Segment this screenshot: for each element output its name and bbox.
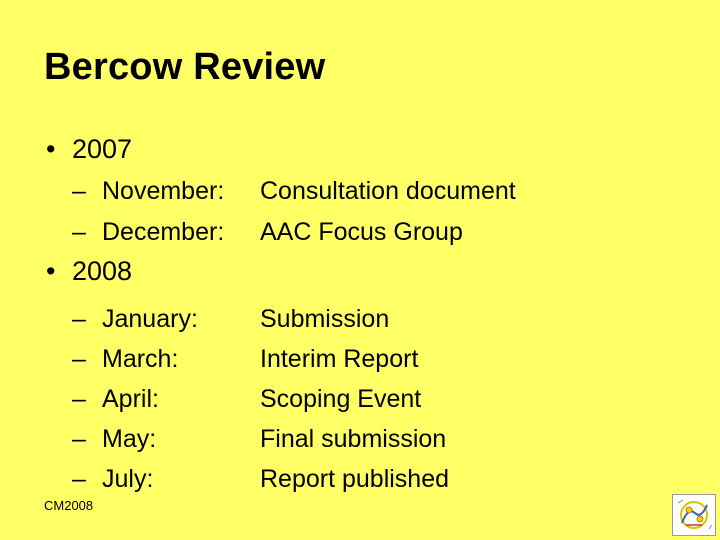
item-event: Interim Report — [260, 345, 419, 373]
dash-icon: – — [72, 385, 86, 413]
item-event: Submission — [260, 305, 390, 333]
item-event: Consultation document — [260, 177, 516, 205]
item-month: April: — [102, 385, 159, 413]
dash-icon: – — [72, 425, 86, 453]
item-month: November: — [102, 177, 225, 205]
year-heading-2008 — [46, 256, 132, 287]
timeline-item — [72, 345, 419, 374]
logo-graphic-icon — [673, 495, 715, 535]
dash-icon: – — [72, 465, 86, 493]
year-heading-2007 — [46, 134, 132, 165]
timeline-item — [72, 385, 422, 414]
year-label: 2007 — [72, 134, 133, 164]
item-event: AAC Focus Group — [260, 218, 463, 246]
timeline-item — [72, 425, 447, 454]
item-month: July: — [102, 465, 154, 493]
item-month: March: — [102, 345, 179, 373]
timeline-item — [72, 218, 463, 247]
footer-text: CM2008 — [44, 498, 94, 513]
item-event: Final submission — [260, 425, 447, 453]
item-event: Report published — [260, 465, 450, 493]
bullet-icon: • — [46, 134, 56, 164]
item-event: Scoping Event — [260, 385, 422, 413]
item-month: May: — [102, 425, 157, 453]
item-month: December: — [102, 218, 225, 246]
dash-icon: – — [72, 345, 86, 373]
timeline-item — [72, 305, 390, 334]
bullet-icon: • — [46, 256, 56, 286]
timeline-item — [72, 177, 516, 206]
timeline-item — [72, 465, 450, 494]
dash-icon: – — [72, 177, 86, 205]
dash-icon: – — [72, 305, 86, 333]
dash-icon: – — [72, 218, 86, 246]
item-month: January: — [102, 305, 198, 333]
slide-title: Bercow Review — [44, 46, 326, 88]
communication-matters-logo-icon — [672, 494, 716, 536]
year-label: 2008 — [72, 256, 133, 286]
